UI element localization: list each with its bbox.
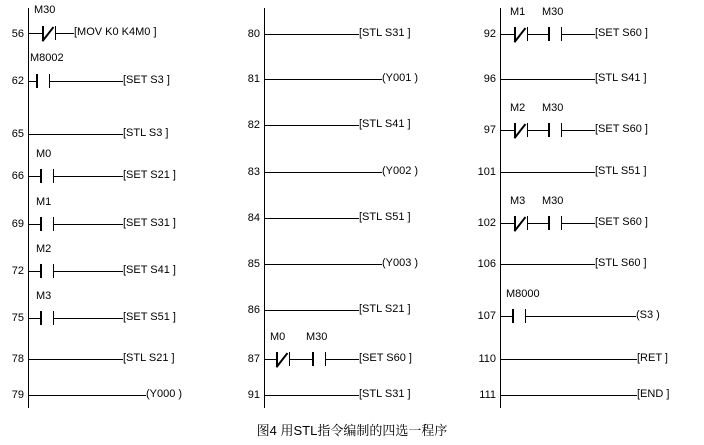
rung-wire [264, 79, 382, 80]
contact-nc [42, 26, 56, 40]
step-number: 92 [483, 28, 496, 40]
contact-no [40, 169, 54, 183]
step-number: 107 [477, 310, 496, 322]
instruction-box: [SET S31 ] [123, 217, 176, 229]
instruction-box: [STL S3 ] [123, 127, 169, 139]
rung-wire [562, 223, 595, 224]
step-number: 78 [11, 353, 24, 365]
contact-label: M30 [542, 102, 564, 114]
rung-wire [528, 34, 548, 35]
rung-wire [54, 176, 123, 177]
step-number: 56 [11, 28, 24, 40]
output-coil: (Y001 ) [382, 72, 419, 84]
contact-label: M30 [306, 331, 328, 343]
rung-wire [500, 130, 514, 131]
contact-label: M2 [36, 243, 52, 255]
rung-wire [562, 130, 595, 131]
step-number: 85 [247, 258, 260, 270]
rung-wire [28, 176, 40, 177]
contact-nc [514, 216, 528, 230]
instruction-box: [SET S60 ] [595, 123, 648, 135]
contact-nc [514, 123, 528, 137]
contact-no [548, 27, 562, 41]
step-number: 96 [483, 73, 496, 85]
instruction-box: [STL S21 ] [359, 303, 411, 315]
rung-wire [28, 318, 40, 319]
rung-wire [28, 224, 40, 225]
rung-wire [500, 223, 514, 224]
rung-wire [54, 224, 123, 225]
contact-nc [276, 352, 290, 366]
step-number: 87 [247, 353, 260, 365]
step-number: 79 [11, 389, 24, 401]
rung-wire [326, 359, 359, 360]
step-number: 72 [11, 265, 24, 277]
step-number: 83 [247, 166, 260, 178]
step-number: 111 [479, 389, 496, 401]
left-power-rail [28, 8, 29, 408]
rung-wire [290, 359, 312, 360]
instruction-box: [SET S41 ] [123, 264, 176, 276]
instruction-box: [SET S60 ] [359, 352, 412, 364]
output-coil: (Y003 ) [382, 257, 419, 269]
rung-wire [562, 34, 595, 35]
step-number: 91 [247, 389, 260, 401]
instruction-box: [STL S21 ] [123, 352, 175, 364]
contact-no [512, 309, 526, 323]
step-number: 65 [11, 128, 24, 140]
instruction-box: [MOV K0 K4M0 ] [74, 26, 157, 38]
instruction-box: [RET ] [637, 352, 668, 364]
rung-wire [28, 359, 123, 360]
rung-wire [528, 223, 548, 224]
step-number: 86 [247, 304, 260, 316]
step-number: 102 [477, 217, 496, 229]
step-number: 62 [11, 75, 24, 87]
rung-wire [54, 318, 123, 319]
contact-label: M2 [510, 102, 526, 114]
output-coil: (Y000 ) [146, 388, 183, 400]
figure-caption: 图4 用STL指令编制的四选一程序 [256, 423, 448, 438]
instruction-box: [END ] [637, 388, 670, 400]
step-number: 106 [477, 258, 496, 270]
output-coil: (S3 ) [636, 309, 660, 321]
contact-label: M0 [270, 331, 286, 343]
instruction-box: [SET S60 ] [595, 27, 648, 39]
rung-wire [28, 395, 146, 396]
step-number: 82 [247, 119, 260, 131]
contact-label: M30 [542, 195, 564, 207]
contact-label: M30 [34, 4, 56, 16]
instruction-box: [SET S51 ] [123, 311, 176, 323]
ladder-column-right [472, 0, 704, 415]
step-number: 81 [247, 73, 260, 85]
rung-wire [500, 172, 595, 173]
contact-no [40, 311, 54, 325]
contact-label: M1 [36, 196, 52, 208]
instruction-box: [STL S31 ] [359, 27, 411, 39]
instruction-box: [STL S41 ] [359, 118, 411, 130]
contact-label: M8000 [506, 288, 540, 300]
rung-wire [264, 218, 359, 219]
contact-label: M3 [510, 195, 526, 207]
step-number: 97 [483, 124, 496, 136]
contact-no [548, 123, 562, 137]
rung-wire [264, 34, 359, 35]
rung-wire [264, 125, 359, 126]
rung-wire [28, 33, 42, 34]
contact-no [36, 74, 50, 88]
rung-wire [54, 271, 123, 272]
contact-label: M8002 [30, 52, 64, 64]
rung-wire [500, 359, 637, 360]
rung-wire [500, 264, 595, 265]
contact-label: M3 [36, 290, 52, 302]
contact-no [312, 352, 326, 366]
rung-wire [264, 395, 359, 396]
instruction-box: [SET S3 ] [123, 74, 170, 86]
rung-wire [28, 81, 36, 82]
rung-wire [50, 81, 123, 82]
ladder-column-left [0, 0, 232, 415]
left-power-rail [264, 8, 265, 408]
contact-label: M30 [542, 6, 564, 18]
rung-wire [500, 34, 514, 35]
rung-wire [500, 395, 637, 396]
rung-wire [264, 359, 276, 360]
rung-wire [500, 316, 512, 317]
step-number: 84 [247, 212, 260, 224]
left-power-rail [500, 8, 501, 408]
rung-wire [56, 33, 74, 34]
rung-wire [28, 134, 123, 135]
step-number: 75 [11, 312, 24, 324]
contact-no [40, 217, 54, 231]
rung-wire [264, 310, 359, 311]
rung-wire [28, 271, 40, 272]
step-number: 69 [11, 218, 24, 230]
instruction-box: [SET S60 ] [595, 216, 648, 228]
contact-no [40, 264, 54, 278]
step-number: 66 [11, 170, 24, 182]
output-coil: (Y002 ) [382, 165, 419, 177]
instruction-box: [SET S21 ] [123, 169, 176, 181]
instruction-box: [STL S41 ] [595, 72, 647, 84]
contact-nc [514, 27, 528, 41]
contact-label: M1 [510, 6, 526, 18]
ladder-column-middle [236, 0, 468, 415]
rung-wire [500, 79, 595, 80]
rung-wire [528, 130, 548, 131]
contact-label: M0 [36, 148, 52, 160]
rung-wire [264, 172, 382, 173]
instruction-box: [STL S51 ] [595, 165, 647, 177]
contact-no [548, 216, 562, 230]
step-number: 110 [478, 353, 496, 365]
step-number: 80 [247, 28, 260, 40]
step-number: 101 [477, 166, 496, 178]
instruction-box: [STL S31 ] [359, 388, 411, 400]
rung-wire [526, 316, 636, 317]
instruction-box: [STL S60 ] [595, 257, 647, 269]
rung-wire [264, 264, 382, 265]
instruction-box: [STL S51 ] [359, 211, 411, 223]
